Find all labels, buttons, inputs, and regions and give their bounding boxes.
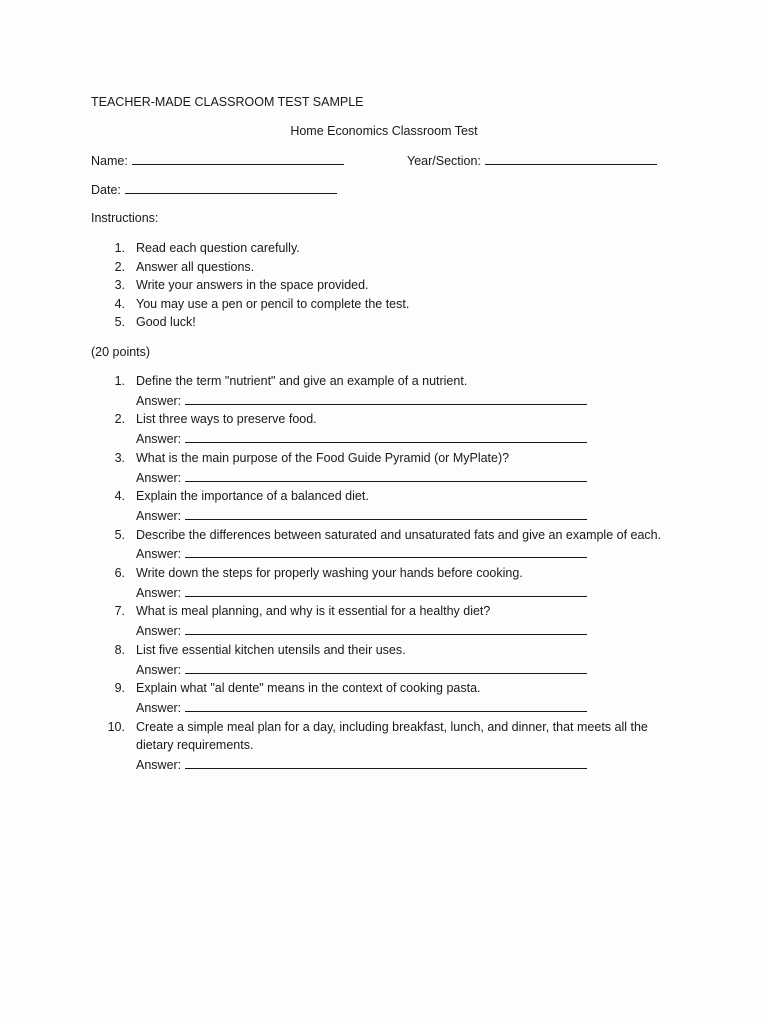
question-text: List three ways to preserve food. xyxy=(136,412,317,427)
question-item xyxy=(91,564,691,602)
answer-label: Answer: xyxy=(136,508,182,523)
answer-blank[interactable] xyxy=(185,583,587,597)
year-section-field[interactable] xyxy=(407,151,657,171)
name-field[interactable] xyxy=(91,151,344,171)
answer-blank[interactable] xyxy=(185,621,587,635)
question-text: Describe the differences between saturated and unsaturated fats and give an example of each. xyxy=(136,527,662,542)
question-number: 3. xyxy=(114,450,125,465)
answer-blank[interactable] xyxy=(185,468,587,482)
date-field[interactable] xyxy=(91,180,337,200)
answer-field[interactable] xyxy=(136,755,691,775)
year-section-blank[interactable] xyxy=(485,151,657,165)
answer-blank[interactable] xyxy=(185,391,587,405)
date-blank[interactable] xyxy=(125,180,337,194)
answer-field[interactable] xyxy=(136,583,691,603)
answer-label: Answer: xyxy=(136,700,182,715)
instructions-list xyxy=(91,239,409,332)
answer-blank[interactable] xyxy=(185,544,587,558)
points-label: (20 points) xyxy=(91,345,151,359)
answer-label: Answer: xyxy=(136,662,182,677)
name-label: Name: xyxy=(91,154,128,168)
question-text: Explain what "al dente" means in the context of cooking pasta. xyxy=(136,681,481,696)
answer-field[interactable] xyxy=(136,544,691,564)
answer-label: Answer: xyxy=(136,758,182,773)
instructions-label: Instructions: xyxy=(91,211,159,225)
document-heading: TEACHER-MADE CLASSROOM TEST SAMPLE xyxy=(91,95,364,109)
instruction-text: You may use a pen or pencil to complete the test. xyxy=(136,296,410,311)
question-number: 6. xyxy=(114,566,125,581)
instruction-text: Good luck! xyxy=(136,315,196,330)
instruction-item xyxy=(91,295,409,314)
year-section-label: Year/Section: xyxy=(407,154,481,168)
question-item xyxy=(91,679,691,717)
question-number: 10. xyxy=(107,719,125,734)
instruction-text: Answer all questions. xyxy=(136,259,255,274)
question-item xyxy=(91,641,691,679)
instruction-item xyxy=(91,313,409,332)
instruction-number: 3. xyxy=(114,278,125,293)
question-item xyxy=(91,410,691,448)
answer-field[interactable] xyxy=(136,506,691,526)
question-item xyxy=(91,449,691,487)
question-number: 7. xyxy=(114,604,125,619)
answer-field[interactable] xyxy=(136,698,691,718)
question-item xyxy=(91,487,691,525)
question-number: 9. xyxy=(114,681,125,696)
instruction-item xyxy=(91,258,409,277)
instruction-text: Write your answers in the space provided. xyxy=(136,278,369,293)
answer-field[interactable] xyxy=(136,468,691,488)
instruction-number: 1. xyxy=(114,241,125,255)
answer-label: Answer: xyxy=(136,585,182,600)
answer-field[interactable] xyxy=(136,391,691,411)
instruction-item xyxy=(91,276,409,295)
answer-blank[interactable] xyxy=(185,698,587,712)
date-label: Date: xyxy=(91,183,121,197)
question-text: Explain the importance of a balanced diet. xyxy=(136,489,369,504)
answer-field[interactable] xyxy=(136,660,691,680)
answer-label: Answer: xyxy=(136,432,182,447)
instruction-text: Read each question carefully. xyxy=(136,241,300,255)
question-number: 2. xyxy=(114,412,125,427)
instruction-number: 2. xyxy=(114,259,125,274)
answer-label: Answer: xyxy=(136,624,182,639)
question-text: List five essential kitchen utensils and their uses. xyxy=(136,642,406,657)
answer-blank[interactable] xyxy=(185,755,587,769)
question-text: Define the term "nutrient" and give an example of a nutrient. xyxy=(136,374,468,388)
question-item xyxy=(91,526,691,564)
document-subtitle: Home Economics Classroom Test xyxy=(290,124,478,138)
question-item xyxy=(91,372,691,410)
question-number: 5. xyxy=(114,527,125,542)
question-number: 8. xyxy=(114,642,125,657)
answer-label: Answer: xyxy=(136,393,182,408)
answer-label: Answer: xyxy=(136,470,182,485)
name-blank[interactable] xyxy=(132,151,344,165)
question-text: Write down the steps for properly washing your hands before cooking. xyxy=(136,566,523,581)
answer-label: Answer: xyxy=(136,547,182,562)
answer-blank[interactable] xyxy=(185,429,587,443)
answer-field[interactable] xyxy=(136,621,691,641)
question-text: Create a simple meal plan for a day, including breakfast, lunch, and dinner, that meets all the dietary requirements. xyxy=(136,719,648,753)
question-number: 4. xyxy=(114,489,125,504)
answer-blank[interactable] xyxy=(185,660,587,674)
answer-field[interactable] xyxy=(136,429,691,449)
question-item xyxy=(91,718,691,775)
question-number: 1. xyxy=(114,374,125,388)
answer-blank[interactable] xyxy=(185,506,587,520)
question-text: What is meal planning, and why is it essential for a healthy diet? xyxy=(136,604,491,619)
instruction-number: 4. xyxy=(114,296,125,311)
instruction-item xyxy=(91,239,409,258)
question-text: What is the main purpose of the Food Guide Pyramid (or MyPlate)? xyxy=(136,450,510,465)
question-list xyxy=(91,372,691,775)
question-item xyxy=(91,602,691,640)
instruction-number: 5. xyxy=(114,315,125,330)
